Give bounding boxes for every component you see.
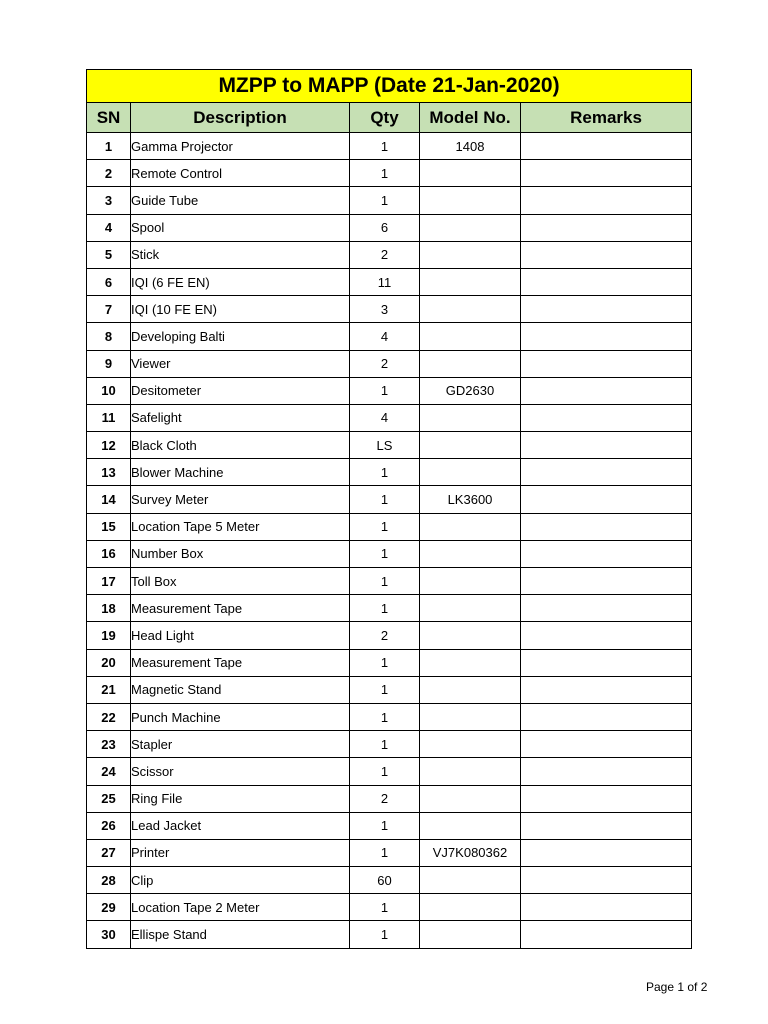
table-row xyxy=(87,812,692,839)
cell-model-no xyxy=(420,568,521,595)
cell-qty: 1 xyxy=(350,812,420,839)
cell-qty: 1 xyxy=(350,894,420,921)
cell-model-no xyxy=(420,268,521,295)
cell-model-no xyxy=(420,540,521,567)
cell-sn: 23 xyxy=(87,731,131,758)
table-body xyxy=(87,133,692,949)
cell-qty: 1 xyxy=(350,839,420,866)
cell-qty: 3 xyxy=(350,296,420,323)
cell-description: Guide Tube xyxy=(131,187,350,214)
cell-remarks xyxy=(521,486,692,513)
cell-remarks xyxy=(521,133,692,160)
cell-model-no xyxy=(420,894,521,921)
cell-qty: 1 xyxy=(350,133,420,160)
cell-remarks xyxy=(521,894,692,921)
cell-description: Spool xyxy=(131,214,350,241)
cell-description: Punch Machine xyxy=(131,703,350,730)
cell-sn: 30 xyxy=(87,921,131,948)
cell-remarks xyxy=(521,323,692,350)
cell-qty: 1 xyxy=(350,921,420,948)
table-row xyxy=(87,513,692,540)
cell-qty: 1 xyxy=(350,758,420,785)
cell-model-no: VJ7K080362 xyxy=(420,839,521,866)
cell-qty: 11 xyxy=(350,268,420,295)
cell-model-no: LK3600 xyxy=(420,486,521,513)
cell-model-no xyxy=(420,731,521,758)
table-row xyxy=(87,214,692,241)
cell-sn: 18 xyxy=(87,595,131,622)
cell-remarks xyxy=(521,839,692,866)
cell-model-no xyxy=(420,187,521,214)
cell-qty: 1 xyxy=(350,540,420,567)
cell-model-no xyxy=(420,432,521,459)
cell-remarks xyxy=(521,731,692,758)
cell-remarks xyxy=(521,214,692,241)
cell-remarks xyxy=(521,785,692,812)
cell-description: Measurement Tape xyxy=(131,595,350,622)
table-row xyxy=(87,731,692,758)
cell-sn: 8 xyxy=(87,323,131,350)
cell-qty: 1 xyxy=(350,187,420,214)
table-row xyxy=(87,268,692,295)
cell-model-no xyxy=(420,758,521,785)
cell-qty: 1 xyxy=(350,160,420,187)
cell-qty: 1 xyxy=(350,676,420,703)
cell-description: Toll Box xyxy=(131,568,350,595)
cell-model-no: 1408 xyxy=(420,133,521,160)
cell-description: Clip xyxy=(131,867,350,894)
table-row xyxy=(87,133,692,160)
cell-remarks xyxy=(521,595,692,622)
cell-remarks xyxy=(521,459,692,486)
cell-sn: 28 xyxy=(87,867,131,894)
cell-remarks xyxy=(521,921,692,948)
cell-model-no xyxy=(420,676,521,703)
cell-remarks xyxy=(521,432,692,459)
table-row xyxy=(87,894,692,921)
cell-description: Blower Machine xyxy=(131,459,350,486)
cell-remarks xyxy=(521,758,692,785)
cell-description: Black Cloth xyxy=(131,432,350,459)
cell-qty: 2 xyxy=(350,241,420,268)
cell-remarks xyxy=(521,296,692,323)
cell-description: Survey Meter xyxy=(131,486,350,513)
cell-description: Magnetic Stand xyxy=(131,676,350,703)
cell-remarks xyxy=(521,513,692,540)
cell-sn: 1 xyxy=(87,133,131,160)
cell-remarks xyxy=(521,377,692,404)
table-row xyxy=(87,160,692,187)
cell-remarks xyxy=(521,268,692,295)
cell-remarks xyxy=(521,241,692,268)
cell-remarks xyxy=(521,187,692,214)
cell-qty: 2 xyxy=(350,350,420,377)
cell-qty: 1 xyxy=(350,459,420,486)
column-header-qty: Qty xyxy=(350,103,420,133)
cell-sn: 6 xyxy=(87,268,131,295)
column-header-remarks: Remarks xyxy=(521,103,692,133)
cell-sn: 12 xyxy=(87,432,131,459)
table-row xyxy=(87,241,692,268)
cell-model-no xyxy=(420,867,521,894)
cell-model-no xyxy=(420,595,521,622)
cell-description: Remote Control xyxy=(131,160,350,187)
cell-qty: 2 xyxy=(350,785,420,812)
cell-description: Ellispe Stand xyxy=(131,921,350,948)
cell-description: Viewer xyxy=(131,350,350,377)
cell-sn: 25 xyxy=(87,785,131,812)
cell-sn: 13 xyxy=(87,459,131,486)
cell-qty: 2 xyxy=(350,622,420,649)
cell-remarks xyxy=(521,703,692,730)
cell-remarks xyxy=(521,867,692,894)
cell-qty: 1 xyxy=(350,513,420,540)
cell-sn: 16 xyxy=(87,540,131,567)
cell-description: IQI (10 FE EN) xyxy=(131,296,350,323)
cell-description: Measurement Tape xyxy=(131,649,350,676)
cell-sn: 3 xyxy=(87,187,131,214)
cell-sn: 7 xyxy=(87,296,131,323)
cell-sn: 19 xyxy=(87,622,131,649)
cell-sn: 24 xyxy=(87,758,131,785)
cell-sn: 9 xyxy=(87,350,131,377)
cell-qty: 1 xyxy=(350,486,420,513)
cell-description: Printer xyxy=(131,839,350,866)
cell-qty: 1 xyxy=(350,568,420,595)
table-row xyxy=(87,758,692,785)
cell-remarks xyxy=(521,649,692,676)
table-row xyxy=(87,432,692,459)
table-row xyxy=(87,350,692,377)
cell-qty: 60 xyxy=(350,867,420,894)
cell-remarks xyxy=(521,160,692,187)
table-row xyxy=(87,296,692,323)
cell-model-no xyxy=(420,350,521,377)
cell-description: Location Tape 5 Meter xyxy=(131,513,350,540)
cell-sn: 15 xyxy=(87,513,131,540)
cell-model-no xyxy=(420,649,521,676)
cell-sn: 29 xyxy=(87,894,131,921)
table-row xyxy=(87,404,692,431)
cell-model-no xyxy=(420,459,521,486)
cell-sn: 5 xyxy=(87,241,131,268)
cell-model-no xyxy=(420,513,521,540)
cell-model-no xyxy=(420,296,521,323)
cell-sn: 17 xyxy=(87,568,131,595)
cell-sn: 2 xyxy=(87,160,131,187)
table-row xyxy=(87,540,692,567)
cell-model-no: GD2630 xyxy=(420,377,521,404)
cell-model-no xyxy=(420,323,521,350)
cell-model-no xyxy=(420,160,521,187)
table-row xyxy=(87,377,692,404)
table-row xyxy=(87,568,692,595)
cell-sn: 4 xyxy=(87,214,131,241)
table-row xyxy=(87,867,692,894)
table-row xyxy=(87,649,692,676)
page-number: Page 1 of 2 xyxy=(646,980,708,994)
cell-description: Stick xyxy=(131,241,350,268)
cell-description: Ring File xyxy=(131,785,350,812)
cell-qty: 1 xyxy=(350,649,420,676)
table-row xyxy=(87,676,692,703)
cell-model-no xyxy=(420,622,521,649)
table-row xyxy=(87,785,692,812)
cell-sn: 22 xyxy=(87,703,131,730)
table-row xyxy=(87,622,692,649)
cell-description: Location Tape 2 Meter xyxy=(131,894,350,921)
cell-remarks xyxy=(521,676,692,703)
cell-sn: 26 xyxy=(87,812,131,839)
cell-description: Head Light xyxy=(131,622,350,649)
table-row xyxy=(87,187,692,214)
table-row xyxy=(87,703,692,730)
cell-model-no xyxy=(420,241,521,268)
cell-description: Lead Jacket xyxy=(131,812,350,839)
cell-description: Safelight xyxy=(131,404,350,431)
cell-model-no xyxy=(420,214,521,241)
cell-description: IQI (6 FE EN) xyxy=(131,268,350,295)
table-row xyxy=(87,921,692,948)
table-row xyxy=(87,459,692,486)
table-row xyxy=(87,323,692,350)
cell-model-no xyxy=(420,785,521,812)
cell-remarks xyxy=(521,568,692,595)
cell-description: Stapler xyxy=(131,731,350,758)
cell-description: Developing Balti xyxy=(131,323,350,350)
cell-qty: 4 xyxy=(350,404,420,431)
cell-sn: 11 xyxy=(87,404,131,431)
cell-model-no xyxy=(420,703,521,730)
cell-model-no xyxy=(420,812,521,839)
cell-qty: 6 xyxy=(350,214,420,241)
cell-remarks xyxy=(521,540,692,567)
table-row xyxy=(87,486,692,513)
cell-sn: 27 xyxy=(87,839,131,866)
column-header-sn: SN xyxy=(87,103,131,133)
table-row xyxy=(87,839,692,866)
cell-model-no xyxy=(420,921,521,948)
cell-sn: 21 xyxy=(87,676,131,703)
cell-qty: 4 xyxy=(350,323,420,350)
cell-remarks xyxy=(521,812,692,839)
cell-qty: 1 xyxy=(350,703,420,730)
cell-model-no xyxy=(420,404,521,431)
cell-qty: 1 xyxy=(350,731,420,758)
cell-description: Scissor xyxy=(131,758,350,785)
table-row xyxy=(87,595,692,622)
cell-sn: 14 xyxy=(87,486,131,513)
cell-qty: LS xyxy=(350,432,420,459)
cell-description: Desitometer xyxy=(131,377,350,404)
cell-qty: 1 xyxy=(350,595,420,622)
cell-remarks xyxy=(521,622,692,649)
inventory-table xyxy=(86,69,692,949)
cell-remarks xyxy=(521,404,692,431)
cell-sn: 10 xyxy=(87,377,131,404)
cell-description: Number Box xyxy=(131,540,350,567)
document-title: MZPP to MAPP (Date 21-Jan-2020) xyxy=(87,70,692,103)
cell-qty: 1 xyxy=(350,377,420,404)
column-header-description: Description xyxy=(131,103,350,133)
cell-remarks xyxy=(521,350,692,377)
cell-sn: 20 xyxy=(87,649,131,676)
cell-description: Gamma Projector xyxy=(131,133,350,160)
column-header-model-no: Model No. xyxy=(420,103,521,133)
